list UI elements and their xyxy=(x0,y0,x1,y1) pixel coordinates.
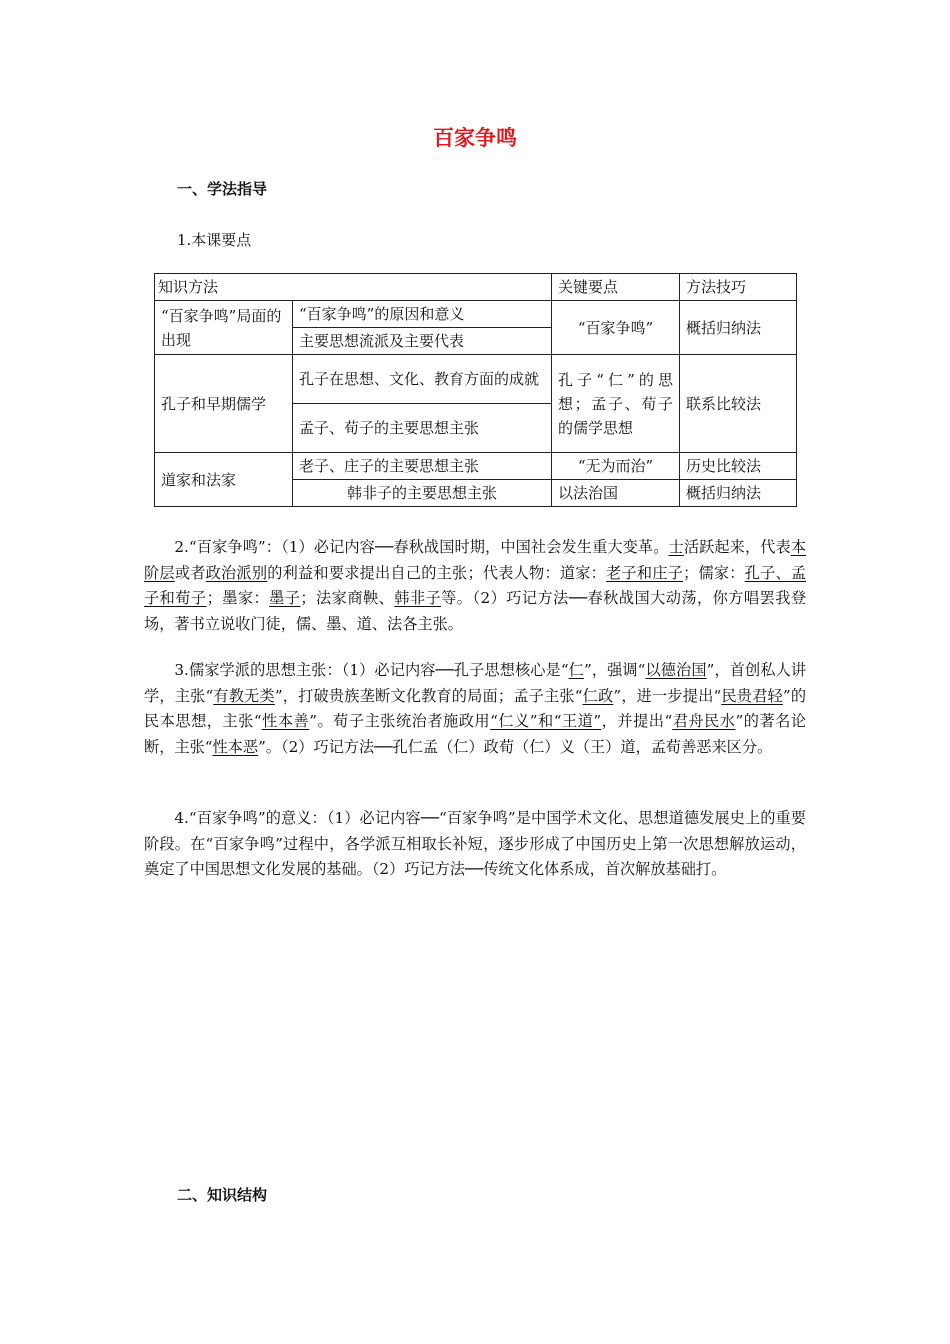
paragraph-hundred-schools: 2.“百家争鸣”：（1）必记内容──春秋战国时期，中国社会发生重大变革。士活跃起来，代表本阶层或者政治派别的利益和要求提出自己的主张；代表人物：道家：老子和庄子；儒家：孔子、孟子和荀子；墨家：墨子；法家商鞅、韩非子等。（2）巧记方法──春秋战国大动荡，你方唱罢我登场，著书立说收门徒，儒、墨、道、法各主张。 xyxy=(144,538,807,633)
method-cell: 概括归纳法 xyxy=(680,480,797,507)
page-title: 百家争鸣 xyxy=(433,126,517,150)
method-cell: 概括归纳法 xyxy=(680,301,797,355)
content-cell: 主要思想流派及主要代表 xyxy=(293,328,552,355)
table-header-row xyxy=(155,274,797,301)
underlined-term: 民贵君轻 xyxy=(721,686,783,705)
header-knowledge: 知识方法 xyxy=(155,274,552,301)
paragraph-significance: 4.“百家争鸣”的意义：（1）必记内容──“百家争鸣”是中国学术文化、思想道德发展史上的重要阶段。在“百家争鸣”过程中，各学派互相取长补短，逐步形成了中国历史上第一次思想解放运动，奠定了中国思想文化发展的基础。（2）巧记方法──传统文化体系成，首次解放基础打。 xyxy=(144,809,806,878)
paragraph-confucianism: 3.儒家学派的思想主张：（1）必记内容──孔子思想核心是“仁”，强调“以德治国”，首创私人讲学，主张“有教无类”，打破贵族垄断文化教育的局面；孟子主张“仁政”，进一步提出“民贵君轻”的民本思想，主张“性本善”。荀子主张统治者施政用“仁义”和“王道”，并提出“君舟民水”的著名论断，主张“性本恶”。（2）巧记方法──孔仁孟（仁）政荀（仁）义（王）道，孟荀善恶来区分。 xyxy=(144,661,807,756)
topic-cell: 孔子和早期儒学 xyxy=(155,355,293,453)
topic-cell: 道家和法家 xyxy=(155,453,293,507)
underlined-term: 士 xyxy=(668,538,684,556)
underlined-term: “仁义”和“王道” xyxy=(490,712,602,730)
header-method: 方法技巧 xyxy=(680,274,797,301)
content-cell: 韩非子的主要思想主张 xyxy=(293,480,552,507)
key-cell: “无为而治” xyxy=(552,453,680,480)
underlined-term: 仁 xyxy=(568,661,584,679)
key-points-table xyxy=(154,273,797,507)
section-heading-study-guide: 一、学法指导 xyxy=(177,180,268,198)
underlined-term: 本阶层 xyxy=(144,538,807,582)
table-row xyxy=(155,355,797,404)
method-cell: 联系比较法 xyxy=(680,355,797,453)
underlined-term: 老子和庄子 xyxy=(606,563,684,582)
table-row xyxy=(155,453,797,480)
header-key-points: 关键要点 xyxy=(552,274,680,301)
underlined-term: 仁政 xyxy=(582,686,614,705)
key-cell: 孔子“仁”的思想；孟子、荀子的儒学思想 xyxy=(552,355,680,453)
key-cell: 以法治国 xyxy=(552,480,680,507)
content-cell: 孔子在思想、文化、教育方面的成就 xyxy=(293,355,552,404)
content-cell: 老子、庄子的主要思想主张 xyxy=(293,453,552,480)
underlined-term: 有教无类 xyxy=(213,686,275,705)
topic-cell: “百家争鸣”局面的出现 xyxy=(155,301,293,355)
method-cell: 历史比较法 xyxy=(680,453,797,480)
underlined-term: 墨子 xyxy=(269,589,301,607)
underlined-term: 政治派别 xyxy=(205,563,268,582)
subheading-key-points: 1.本课要点 xyxy=(177,231,252,249)
content-cell: “百家争鸣”的原因和意义 xyxy=(293,301,552,328)
underlined-term: 以德治国 xyxy=(645,661,707,679)
underlined-term: 孔子、孟子和荀子 xyxy=(144,563,807,607)
underlined-term: 性本善 xyxy=(261,712,310,730)
content-cell: 孟子、荀子的主要思想主张 xyxy=(293,404,552,453)
underlined-term: 性本恶 xyxy=(212,737,259,756)
table-row xyxy=(155,301,797,328)
underlined-term: 君舟民水 xyxy=(672,712,736,730)
key-cell: “百家争鸣” xyxy=(552,301,680,355)
section-heading-knowledge-structure: 二、知识结构 xyxy=(177,1186,268,1204)
underlined-term: 韩非子 xyxy=(394,589,442,607)
